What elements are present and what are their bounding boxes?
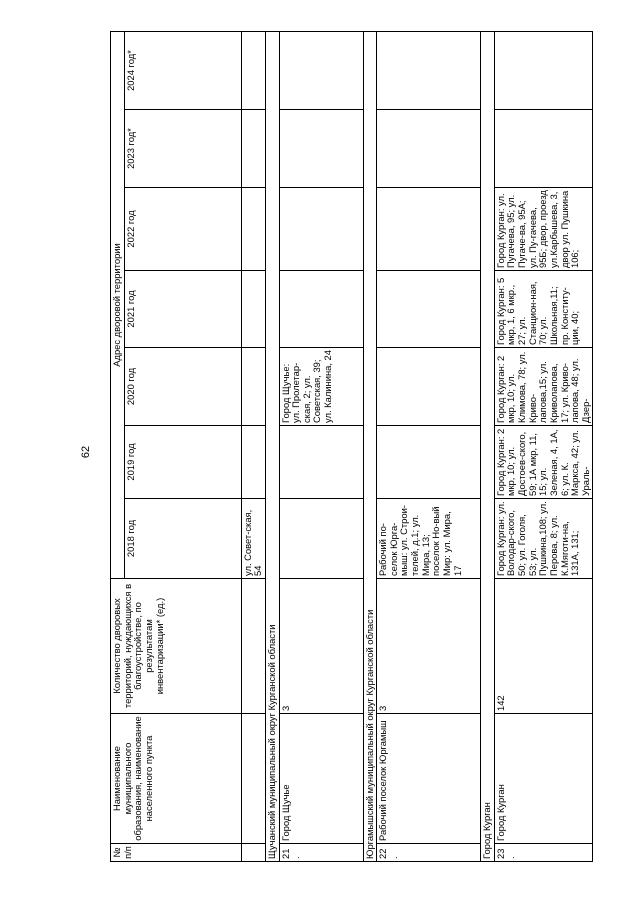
- cell-2023: [494, 110, 593, 188]
- header-year-2022: 2022 год: [124, 188, 241, 271]
- cell-2021: [279, 271, 363, 348]
- header-year-2020: 2020 год: [124, 348, 241, 426]
- region-title: Город Курган: [481, 31, 495, 861]
- header-year-2024: 2024 год*: [124, 31, 241, 109]
- header-year-2023: 2023 год*: [124, 110, 241, 188]
- cell-2018: [279, 499, 363, 579]
- cell-2024: [377, 31, 481, 109]
- cell-2024: [279, 31, 363, 109]
- header-year-2018: 2018 год: [124, 499, 241, 579]
- page-number: 62: [80, 445, 92, 459]
- cell-2019: [377, 426, 481, 499]
- cell-2021: Город Курган: 5 мкр, 1, 6 мкр., 27; ул. Станцион-ная, 70; ул. Школьная,11; пр. Конститу-ции, 40;: [494, 271, 593, 348]
- cell-count: 3: [377, 579, 481, 714]
- cell-count: [241, 579, 265, 714]
- cell-2022: Город Курган: ул. Пугачева, 95; ул. Пугаче-ва, 95А; ул. Пу-гачева, 95Б; двор, проезд ул.Карбышева, 3, двор ул. Пушкина 106;: [494, 188, 593, 271]
- cell-name: [241, 714, 265, 844]
- region-row: [481, 31, 495, 861]
- cell-2021: [241, 271, 265, 348]
- cell-2019: Город Курган: 2 мкр, 10; ул. Достоев-ского, 59; 1А мкр, 11, 15; ул. Зеленая, 4, 1А, 6; ул. К. Маркса, 42; ул. Ураль-: [494, 426, 593, 499]
- cell-2023: [241, 110, 265, 188]
- region-title: Юргамышский муниципальный округ Курганской области: [363, 31, 377, 861]
- table-row: [279, 31, 363, 861]
- cell-2022: [241, 188, 265, 271]
- header-year-2021: 2021 год: [124, 271, 241, 348]
- cell-count: 3: [279, 579, 363, 714]
- table-row: [494, 31, 593, 861]
- cell-num: 21.: [279, 844, 363, 862]
- cell-2022: [377, 188, 481, 271]
- cell-2020: [377, 348, 481, 426]
- cell-num: [241, 844, 265, 862]
- header-address: Адрес дворовой территории: [111, 31, 125, 578]
- header-row-top: [111, 31, 125, 861]
- header-count: Количество дворовых территорий, нуждающихся в благоустройстве, по результатам инвентаризации* (ед.): [111, 579, 242, 714]
- document-page: [110, 32, 591, 862]
- cell-2024: [494, 31, 593, 109]
- cell-2018: ул. Совет-ская, 54: [241, 499, 265, 579]
- region-title: Щучанский муниципальный округ Курганской области: [265, 31, 279, 861]
- courtyard-table: [110, 31, 593, 862]
- table-row-continued: [241, 31, 265, 861]
- region-row: [265, 31, 279, 861]
- cell-num: 22.: [377, 844, 481, 862]
- cell-2021: [377, 271, 481, 348]
- cell-2023: [279, 110, 363, 188]
- cell-2019: [279, 426, 363, 499]
- cell-2019: [241, 426, 265, 499]
- table-row: [377, 31, 481, 861]
- cell-name: Город Щучье: [279, 714, 363, 844]
- cell-2018: Рабочий по-селок Юрга-мыш: ул. Строи-телей, д.1; ул. Мира, 13; поселок Но-вый Мир: ул. Мира, 17: [377, 499, 481, 579]
- cell-2022: [279, 188, 363, 271]
- cell-2020: [241, 348, 265, 426]
- cell-2020: Город Курган: 2 мкр, 10; ул. Климова, 78; ул. Криво-лапова,15; ул. Криволапова, 17; ул. Криво-лапова, 48; ул. Дзер-: [494, 348, 593, 426]
- cell-2023: [377, 110, 481, 188]
- region-row: [363, 31, 377, 861]
- cell-2024: [241, 31, 265, 109]
- cell-2020: Город Щучье: ул. Пролетар-ская, 2; ул. Советская, 39; ул. Калинина, 24: [279, 348, 363, 426]
- header-num: № п/п: [111, 844, 242, 862]
- header-year-2019: 2019 год: [124, 426, 241, 499]
- cell-num: 23.: [494, 844, 593, 862]
- header-name: Наименование муниципального образования, наименование населенного пункта: [111, 714, 242, 844]
- cell-name: Рабочий поселок Юргамыш: [377, 714, 481, 844]
- cell-2018: Город Курган: ул. Володар-ского, 50; ул. Гоголя, 53; ул. Пушкина,108; ул. Перова, 8; ул. К.Мяготи-на, 131А, 131;: [494, 499, 593, 579]
- rotated-table-wrapper: [110, 32, 591, 862]
- cell-name: Город Курган: [494, 714, 593, 844]
- cell-count: 142: [494, 579, 593, 714]
